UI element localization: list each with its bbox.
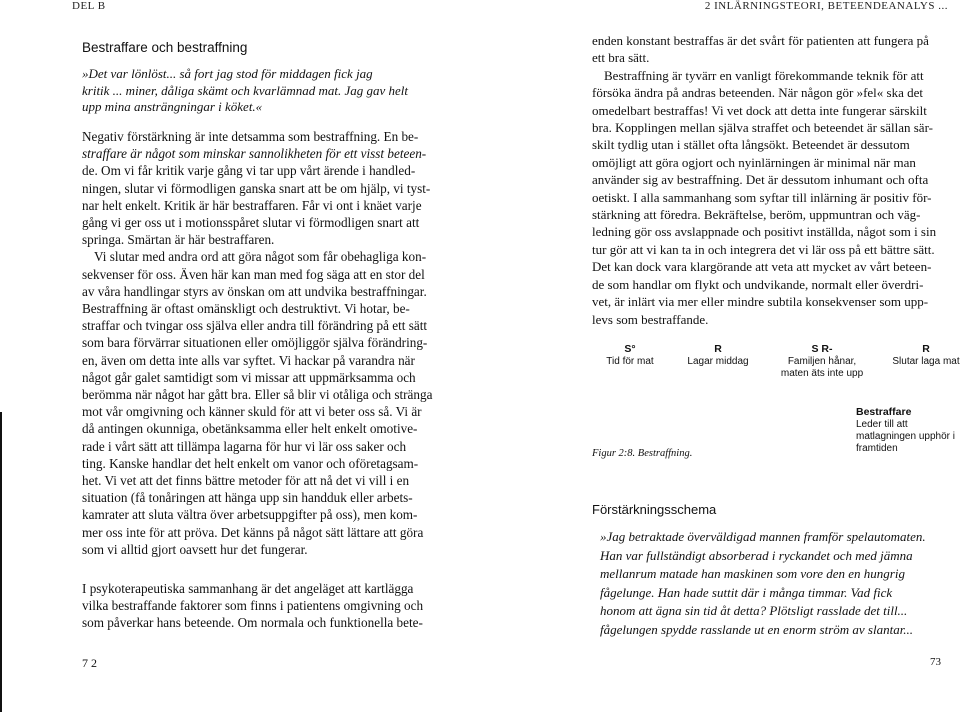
body-line: ting. Kanske handlar det helt enkelt om vanor och oföretagsam-	[82, 455, 419, 471]
running-header-left: DEL B	[72, 0, 106, 12]
section-heading: Bestraffare och bestraffning	[82, 40, 248, 55]
body-line: som vi alltid gjort oavsett hur det fungerar.	[82, 541, 308, 557]
body-line: mot vår omgivning och känner skuld för att vi beter oss så. Vi är	[82, 404, 422, 420]
closing-quote	[600, 528, 960, 639]
body-line: av våra handlingar styrs av önskan om att undvika bestraffningar.	[82, 283, 427, 299]
left-bottom-paragraph	[82, 580, 446, 632]
body-line: rade i vårt sätt att tillämpa lagarna för hur vi lär oss saker och	[82, 438, 407, 454]
node-text: Slutar laga mat	[892, 356, 960, 367]
node-text: Tid för mat	[606, 356, 654, 367]
body-line: sekvenser för oss. Även här kan man med fog säga att en stor del	[82, 266, 425, 282]
body-line: springa. Smärtan är här bestraffaren.	[82, 232, 275, 248]
figure-node-outcome	[892, 343, 960, 368]
body-line: straffar och tvingar oss själva eller andra till förändring på ett sätt	[82, 318, 428, 334]
body-line: de. Om vi får kritik varje gång vi tar upp vårt ärende i handled-	[82, 163, 416, 179]
body-line: något går galet samtidigt som vi missar att uppmärksamma och	[82, 369, 416, 385]
right-body-text	[592, 32, 960, 328]
page-number-right: 73	[930, 656, 941, 668]
quote-line: kritik ... miner, dåliga skämt och kvarlämnad mat. Jag gav helt	[82, 82, 409, 98]
body-line: vilka bestraffande faktorer som finns i patientens omgivning och	[82, 598, 424, 614]
left-body-text	[82, 128, 446, 558]
body-line: ett bra sätt.	[592, 50, 650, 66]
body-line: som bara förvärrar situationen eller omöjliggör själva förändring-	[82, 335, 428, 351]
node-text: Familjen hånar, maten äts inte upp	[780, 356, 864, 379]
body-line: Bestraffning är oftast omänskligt och destruktivt. Vi hotar, be-	[82, 301, 410, 317]
body-line: gång vi ger oss ut i motionsspåret slutar vi förmodligen snart att	[82, 215, 420, 231]
figure-caption: Figur 2:8. Bestraffning.	[592, 448, 693, 459]
quote-line: fågelunge. Han hade suttit där i många timmar. Vad fick	[600, 584, 893, 600]
node-symbol: R	[922, 343, 930, 355]
body-line: skilt tydlig utan i stället ofta långsökt. Beteendet är dessutom	[592, 137, 910, 153]
result-title: Bestraffare	[856, 406, 912, 418]
quote-line: honom att ägna sin tid åt detta? Plötsligt rasslade det till...	[600, 603, 908, 618]
body-line: ningen, slutar vi förmodligen ganska snart att be om hjälp, vi tyst-	[82, 180, 431, 196]
body-line: Negativ förstärkning är inte detsamma som bestraffning. En be-	[82, 129, 419, 144]
body-line: försöka ändra på andras beteenden. När någon gör »fel« ska det	[592, 85, 924, 101]
body-line: då antingen okunniga, obetänksamma eller helt enkelt omotive-	[82, 421, 418, 437]
node-text: Lagar middag	[687, 356, 749, 367]
body-line: stärkning att föredra. Bekräftelse, beröm, uppmuntran och väg-	[592, 207, 921, 223]
opening-quote	[82, 66, 442, 116]
body-line: mer oss inte för att pröva. Det känns på något sätt lättare att göra	[82, 524, 424, 540]
margin-rule	[0, 412, 2, 712]
result-text: Leder till att matlagningen upphör i framtiden	[856, 419, 955, 454]
body-line: de som handlar om flykt och undvikande, normalt eller överdri-	[592, 276, 924, 292]
quote-line: mellanrum matade han maskinen som vore den en hungrig	[600, 566, 905, 581]
body-line: tur gör att vi kan ta in och integrera det vi lär oss på ett bättre sätt.	[592, 241, 935, 257]
body-line: vet, är inlärt via mer eller mindre subtila konsekvenser som upp-	[592, 294, 929, 310]
body-line: kamrater att sluta vältra över arbetsuppgifter på oss), men kom-	[82, 507, 418, 523]
body-line: omöjligt att göra ogjort och nyinlärningen är minimal när man	[592, 154, 916, 170]
body-line: situation (få tonåringen att hänga upp sin handduk eller arbets-	[82, 490, 413, 506]
body-line: straffare är något som minskar sannolikheten för ett visst beteen-	[82, 146, 427, 162]
body-line: använder sig av bestraffning. Det är dessutom inhumant och ofta	[592, 172, 929, 188]
body-line: omedelbart bestraffas! Vi vet dock att detta inte fungerar särskilt	[592, 102, 927, 118]
node-symbol: S R-	[811, 343, 833, 355]
body-line: Vi slutar med andra ord att göra något som får obehagliga kon-	[94, 249, 427, 265]
body-line: som påverkar hans beteende. Om normala och funktionella bete-	[82, 615, 423, 631]
body-line: I psykoterapeutiska sammanhang är det angeläget att kartlägga	[82, 581, 414, 596]
body-line: oetiskt. I alla sammanhang som syftar till inlärning är positiv för-	[592, 189, 932, 205]
body-line: ledning gör oss avslappnade och positivt inställda, något som i sin	[592, 224, 937, 240]
quote-line: »Jag betraktade överväldigad mannen framför spelautomaten.	[600, 529, 926, 544]
figure-node-response	[678, 343, 758, 368]
quote-line: Han var fullständigt absorberad i ryckandet och med jämna	[600, 547, 913, 563]
figure-node-stimulus	[600, 343, 660, 368]
node-symbol: R	[714, 343, 722, 355]
figure-result-box	[856, 406, 960, 455]
quote-line: upp mina ansträngningar i köket.«	[82, 99, 263, 114]
running-header-right: 2 INLÄRNINGSTEORI, BETEENDEANALYS ...	[704, 0, 948, 12]
body-line: enden konstant bestraffas är det svårt för patienten att fungera på	[592, 33, 929, 48]
figure-node-consequence	[780, 343, 864, 380]
body-line: bra. Kopplingen mellan själva straffet och beteendet är sällan sär-	[592, 120, 933, 136]
node-symbol: S°	[624, 343, 636, 355]
body-line: Bestraffning är tyvärr en vanligt förekommande teknik för att	[604, 67, 924, 83]
page-number-left: 7 2	[82, 656, 97, 670]
body-line: berömma när något har gått bra. Eller så blir vi otåliga och stränga	[82, 387, 433, 403]
quote-line: »Det var lönlöst... så fort jag stod för middagen fick jag	[82, 66, 373, 81]
body-line: nar helt enkelt. Kritik är här bestraffaren. Får vi ont i knäet varje	[82, 197, 422, 213]
body-line: Det kan dock vara klargörande att veta att mycket av vårt beteen-	[592, 259, 932, 275]
body-line: levs som bestraffande.	[592, 311, 709, 327]
schema-heading: Förstärkningsschema	[592, 502, 717, 517]
body-line: het. Vi vet att det finns bättre metoder för att nå det vi vill i en	[82, 473, 410, 489]
quote-line: fågelungen spydde rasslande ut en enorm ström av slantar...	[600, 621, 914, 637]
body-line: en, även om detta inte alls var syftet. Vi hackar på varandra när	[82, 352, 415, 368]
